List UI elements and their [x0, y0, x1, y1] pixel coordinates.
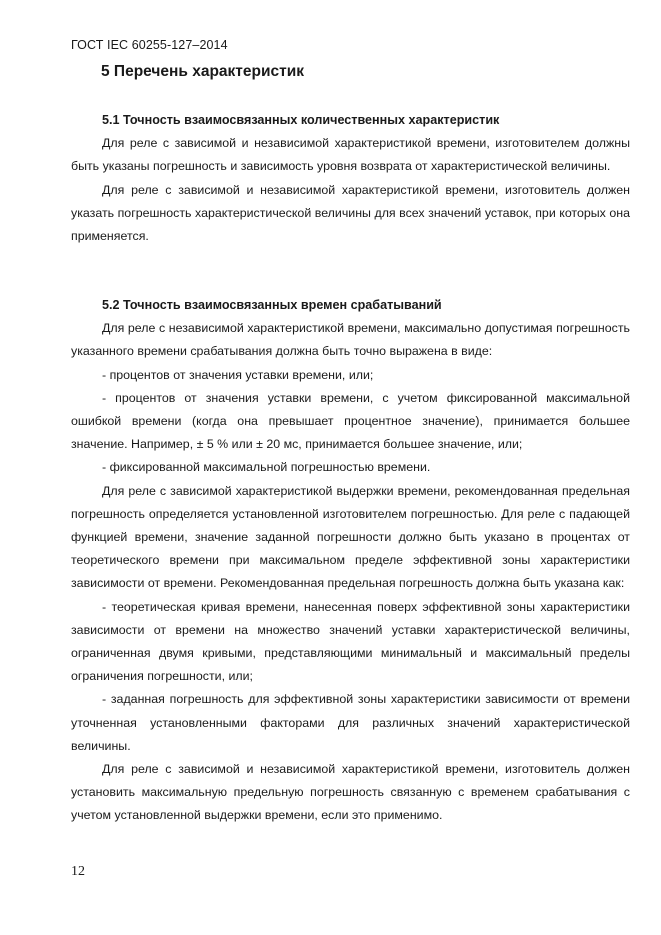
document-code: ГОСТ IEC 60255-127–2014: [71, 38, 228, 52]
subsection-5-2: [71, 294, 630, 828]
subsection-heading: 5.2 Точность взаимосвязанных времен срабатываний: [102, 298, 442, 312]
paragraph: Для реле с зависимой и независимой характеристикой времени, изготовитель должен установить максимальную предельную погрешность связанную с временем срабатывания с учетом установленной выдержки времени, если это применимо.: [71, 762, 630, 823]
page-number: 12: [71, 864, 85, 879]
list-item: - фиксированной максимальной погрешностью времени.: [102, 460, 431, 475]
paragraph: Для реле с зависимой характеристикой выдержки времени, рекомендованная предельная погрешность определяется установленной изготовителем погрешностью. Для реле с падающей функцией времени, значение заданной погрешности должно быть указано в процентах от теоретического времени при максимальном пределе эффективной зоны характеристики зависимости от времени. Рекомендованная предельная погрешность должна быть указана как:: [71, 483, 630, 591]
subsection-5-1: [71, 109, 630, 248]
list-item: - заданная погрешность для эффективной зоны характеристики зависимости от времени уточненная установленными факторами для различных значений характеристической величины.: [71, 692, 630, 753]
list-item: - процентов от значения уставки времени, с учетом фиксированной максимальной ошибкой времени (когда она превышает процентное значение), принимается большее значение. Например, ± 5 % или ± 20 мс, принимается большее значение, или;: [71, 390, 630, 452]
paragraph: Для реле с зависимой и независимой характеристикой времени, изготовитель должен указать погрешность характеристической величины для всех значений уставок, при которых она применяется.: [71, 182, 630, 244]
paragraph: Для реле с зависимой и независимой характеристикой времени, изготовителем должны быть указаны погрешность и зависимость уровня возврата от характеристической величины.: [71, 136, 630, 174]
list-item: - теоретическая кривая времени, нанесенная поверх эффективной зоны характеристики зависимости от времени на множество значений уставки характеристической величины, ограниченная двумя кривыми, представляющими минимальный и максимальный пределы ограничения погрешности, или;: [71, 599, 630, 684]
section-title: 5 Перечень характеристик: [101, 63, 304, 80]
paragraph: Для реле с независимой характеристикой времени, максимально допустимая погрешность указанного времени срабатывания должна быть точно выражена в виде:: [71, 321, 630, 359]
list-item: - процентов от значения уставки времени, или;: [102, 367, 374, 382]
subsection-heading: 5.1 Точность взаимосвязанных количественных характеристик: [102, 113, 500, 127]
